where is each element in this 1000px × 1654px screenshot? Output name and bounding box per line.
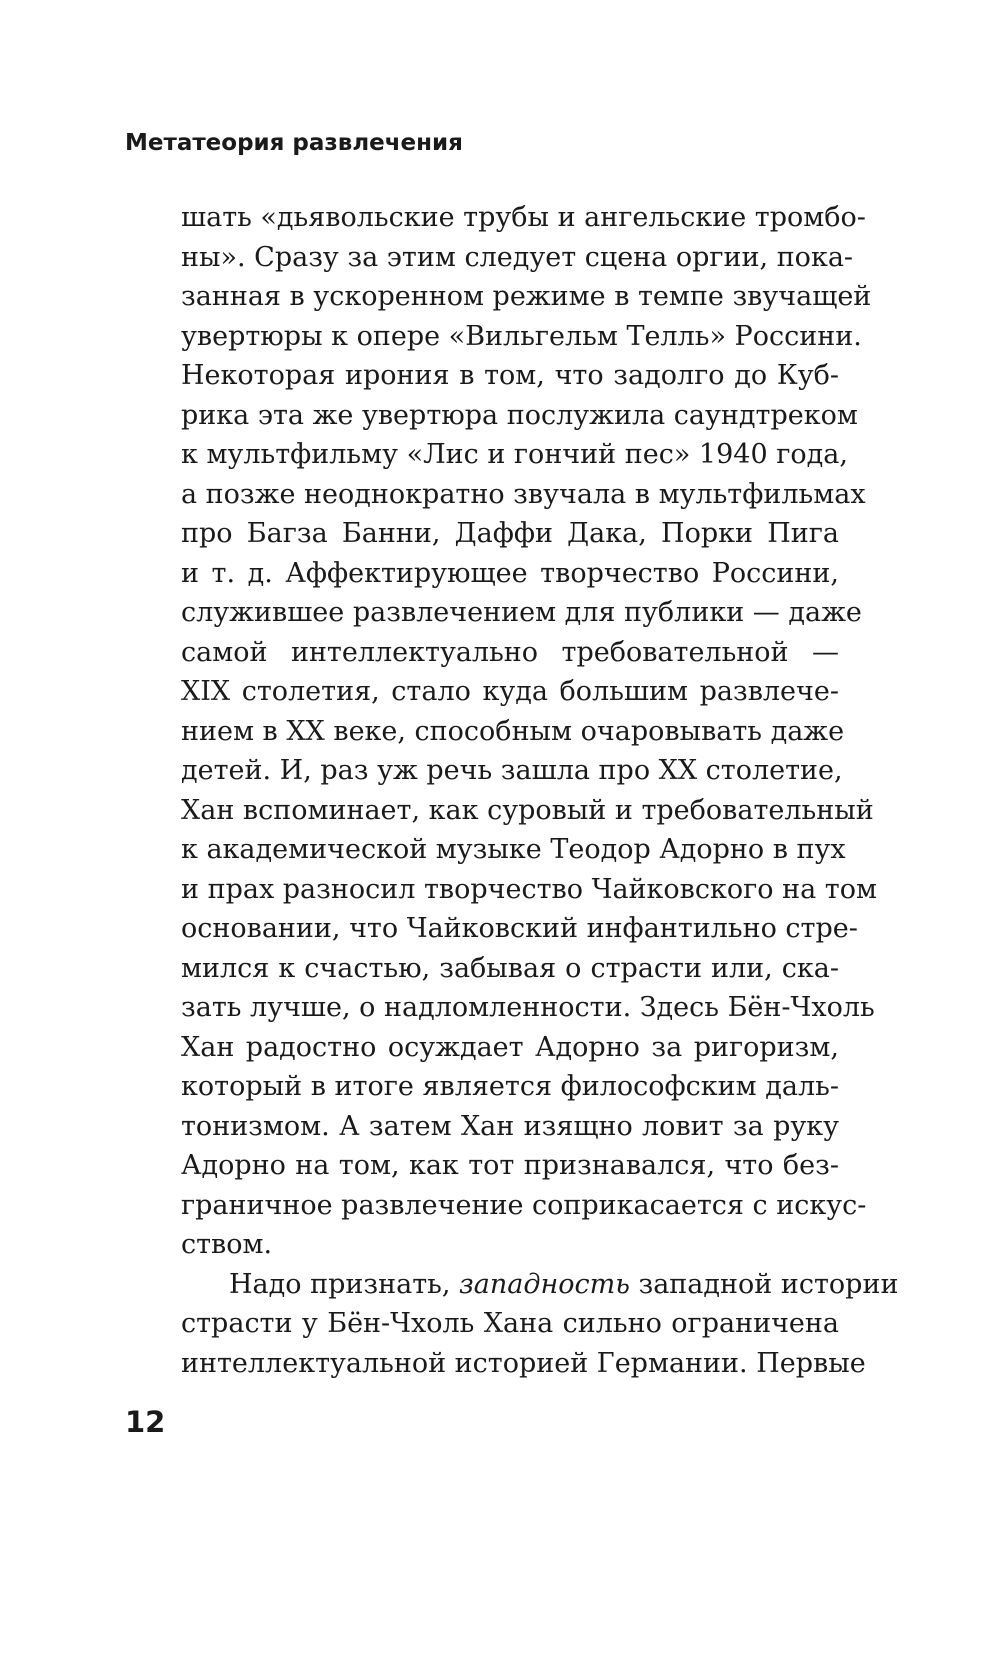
paragraph-2 [181, 1265, 899, 1384]
text-run: Надо признать, [229, 1268, 460, 1300]
text-line: мился к счастью, забывая о страсти или, ска- [181, 952, 839, 984]
text-line: к академической музыке Теодор Адорно в пух [181, 834, 846, 865]
text-line: Некоторая ирония в том, что задолго до Куб- [181, 360, 839, 391]
text-line-first [181, 1265, 899, 1305]
text-line: Хан вспоминает, как суровый и требовательный [181, 794, 874, 826]
text-line: ны». Сразу за этим следует сцена оргии, пока- [181, 241, 854, 273]
text-line: граничное развлечение соприкасается с искус- [181, 1189, 867, 1221]
text-line: рика эта же увертюра послужила саундтреком [181, 399, 858, 431]
body-text [181, 198, 899, 1383]
emphasis-text: западность [459, 1268, 630, 1300]
text-line: увертюры к опере «Вильгельм Телль» Россини. [181, 320, 862, 352]
text-line: интеллектуальной историей Германии. Первые [181, 1347, 866, 1379]
text-line: и т. д. Аффектирующее творчество Россини, [181, 557, 839, 589]
text-line: детей. И, раз уж речь зашла про XX столетие, [181, 755, 843, 786]
text-run: западной истории [629, 1268, 899, 1300]
text-line: страсти у Бён-Чхоль Хана сильно ограничена [181, 1308, 839, 1339]
text-line: служившее развлечением для публики — даже [181, 597, 862, 628]
text-line: и прах разносил творчество Чайковского на том [181, 873, 877, 905]
text-line: основании, что Чайковский инфантильно стре- [181, 913, 858, 944]
text-line: к мультфильму «Лис и гончий пес» 1940 года, [181, 439, 848, 470]
text-line: нием в XX веке, способным очаровывать даже [181, 715, 845, 747]
text-line: ством. [181, 1229, 273, 1260]
text-line: занная в ускоренном режиме в темпе звучащей [181, 281, 872, 312]
text-line: про Багза Банни, Даффи Дака, Порки Пига [181, 518, 839, 549]
text-line: XIX столетия, стало куда большим развлече- [181, 676, 839, 707]
text-line: Хан радостно осуждает Адорно за ригоризм, [181, 1031, 839, 1063]
text-line: Адорно на том, как тот признавался, что без- [181, 1150, 839, 1181]
text-line: тонизмом. А затем Хан изящно ловит за руку [181, 1110, 839, 1142]
text-line: а позже неоднократно звучала в мультфильмах [181, 478, 866, 510]
paragraph-1 [181, 198, 877, 1265]
running-head-title: Метатеория развлечения [125, 130, 463, 156]
text-line: который в итоге является философским даль- [181, 1071, 839, 1102]
text-line: шать «дьявольские трубы и ангельские тромбо- [181, 202, 866, 233]
text-line: самой интеллектуально требовательной — [181, 636, 839, 668]
page-number: 12 [125, 1405, 166, 1439]
text-line: зать лучше, о надломленности. Здесь Бён-Чхоль [181, 992, 875, 1023]
